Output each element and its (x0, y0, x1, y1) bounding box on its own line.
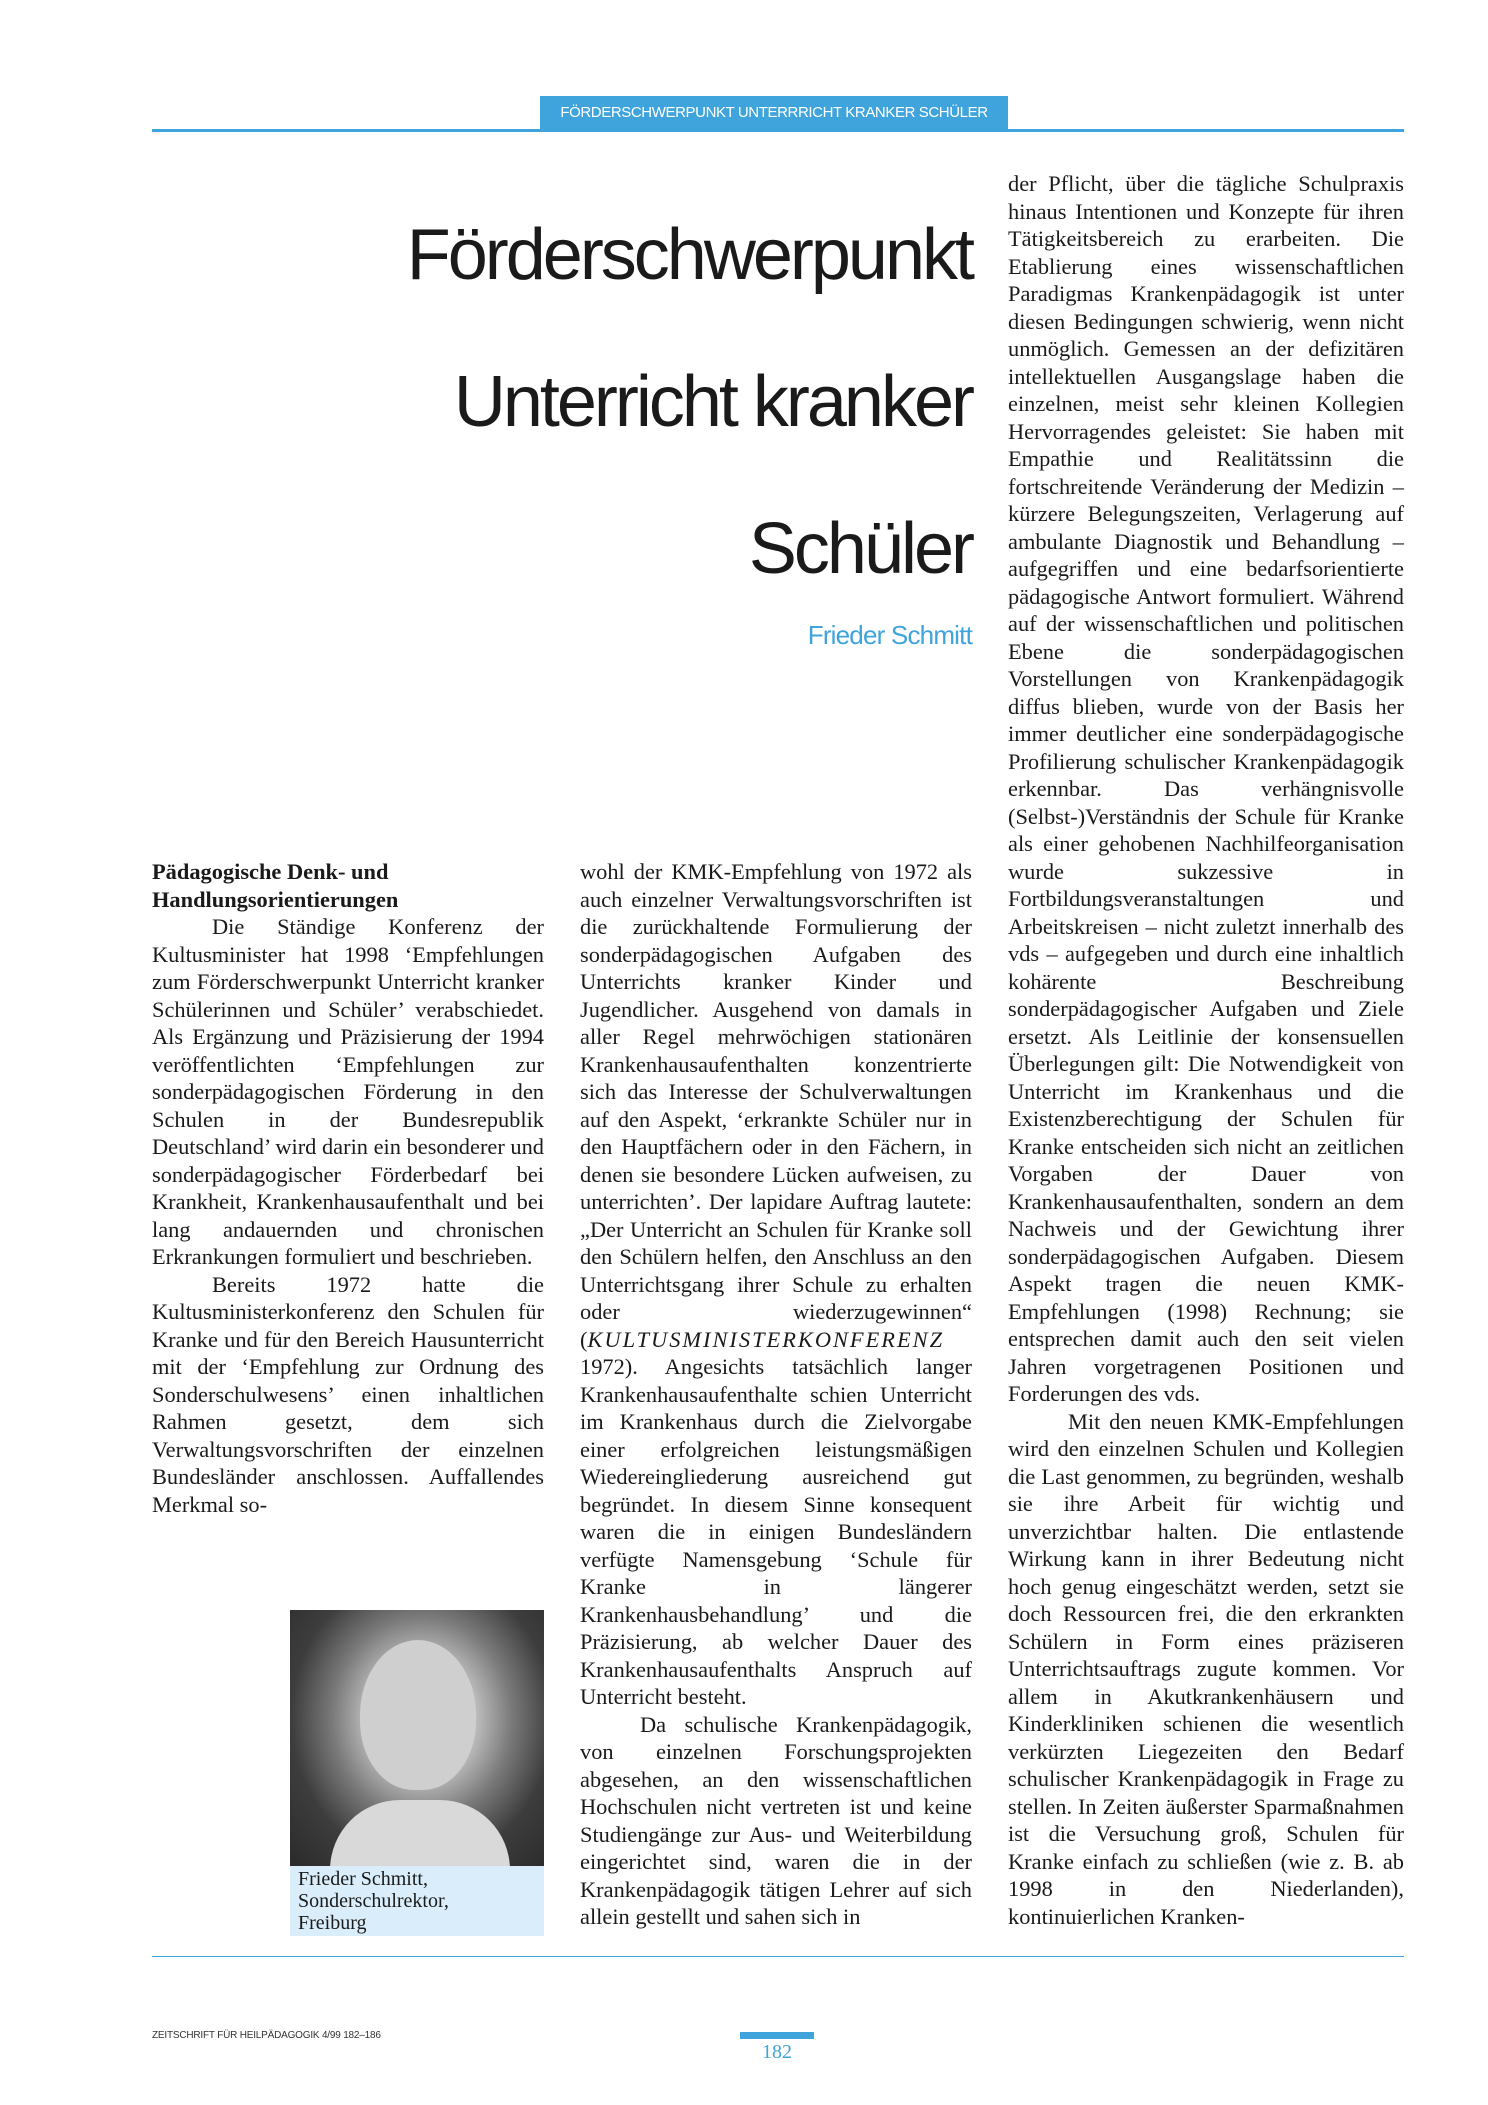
column-2 (580, 858, 972, 1931)
running-header: FÖRDERSCHWERPUNKT UNTERRRICHT KRANKER SCHÜLER (540, 96, 1008, 130)
column-3 (1008, 170, 1404, 1930)
title-line-3: Schüler (748, 509, 972, 589)
page-number: 182 (762, 2041, 792, 2063)
paragraph: Da schulische Krankenpädagogik, von einzelnen Forschungsprojekten abgesehen, an den wissenschaftlichen Hochschulen nicht vertreten ist und keine Studiengänge zur Aus- und Weiterbildung eingerichtet sind, waren die in der Krankenpädagogik tätigen Lehrer auf sich allein gestellt und sahen sich in (580, 1711, 972, 1929)
paragraph: Die Ständige Konferenz der Kultusminister hat 1998 ‘Empfehlungen zum Förderschwerpunkt Unterricht kranker Schülerinnen und Schüler’ verabschiedet. Als Ergänzung und Präzisierung der 1994 veröffentlichten ‘Empfehlungen zur sonderpädagogischen Förderung in den Schulen in der Bundesrepublik Deutschland’ wird darin ein besonderer und sonderpädagogischer Förderbedarf bei Krankheit, Krankenhausaufenthalt und bei lang andauernden und chronischen Erkrankungen formuliert und beschrieben. (152, 914, 544, 1269)
paragraph: Bereits 1972 hatte die Kultusministerkonferenz den Schulen für Kranke und für den Bereich Hausunterricht mit der ‘Empfehlung zur Ordnung des Sonderschulwesens’ einen inhaltlichen Rahmen gesetzt, dem sich Verwaltungsvorschriften der einzelnen Bundesländer anschlossen. Auffallendes Merkmal so- (152, 1271, 544, 1517)
paragraph (580, 858, 972, 1711)
photo-face (360, 1640, 476, 1790)
title-line-2: Unterricht kranker (453, 362, 972, 442)
caption-line: Frieder Schmitt, (298, 1868, 428, 1890)
header-rule (152, 129, 1404, 132)
paragraph-text: wohl der KMK-Empfehlung von 1972 als auch einzelner Verwaltungsvorschriften ist die zurückhaltende Formulierung der sonderpädagogischen Aufgaben des Unterrichts kranker Kinder und Jugendlicher. Ausgehend von damals in aller Regel mehrwöchigen stationären Krankenhausaufenthalten konzentrierte sich das Interesse der Schulverwaltungen auf den Aspekt, ‘erkrankte Schüler nur in den Hauptfächern oder in den Fächern, in denen sie besondere Lücken aufweisen, zu unterrichten’. Der lapidare Auftrag lautete: „Der Unterricht an Schulen für Kranke soll den Schülern helfen, den Anschluss an den Unterrichtsgang ihrer Schule zu erhalten oder wiederzugewinnen“ ( (580, 859, 972, 1352)
author-photo (290, 1610, 544, 1866)
paragraph: Mit den neuen KMK-Empfehlungen wird den einzelnen Schulen und Kollegien die Last genommen, zu begründen, weshalb sie ihre Arbeit für wichtig und unverzichtbar halten. Die entlastende Wirkung kann in ihrer Bedeutung nicht hoch genug eingeschätzt werden, setzt sie doch Ressourcen frei, die den erkrankten Schülern in Form eines präziseren Unterrichtsauftrags zugute kommen. Vor allem in Akutkrankenhäusern und Kinderkliniken schienen die wesentlich verkürzten Liegezeiten den Bedarf schulischer Krankenpädagogik in Frage zu stellen. In Zeiten äußerster Sparmaßnahmen ist die Versuchung groß, Schulen für Kranke einfach zu schließen (wie z. B. ab 1998 in den Niederlanden), kontinuierlichen Kranken- (1008, 1408, 1404, 1929)
paragraph: der Pflicht, über die tägliche Schulpraxis hinaus Intentionen und Konzepte für ihren Tätigkeitsbereich zu erarbeiten. Die Etablierung eines wissenschaftlichen Paradigmas Krankenpädagogik ist unter diesen Bedingungen schwierig, wenn nicht unmöglich. Gemessen an der defizitären intellektuellen Ausgangslage haben die einzelnen, meist sehr kleinen Kollegien Hervorragendes geleistet: Sie haben mit Empathie und Realitätssinn die fortschreitende Veränderung der Medizin – kürzere Belegungszeiten, Verlagerung auf ambulante Diagnostik und Behandlung – aufgegriffen und eine bedarfsorientierte pädagogische Antwort formuliert. Während auf der wissenschaftlichen und politischen Ebene die sonderpädagogischen Vorstellungen von Krankenpädagogik diffus blieben, wurde von der Basis her immer deutlicher eine sonderpädagogische Profilierung schulischer Krankenpädagogik erkennbar. Das verhängnisvolle (Selbst-)Verständnis der Schule für Kranke als einer gehobenen Nachhilfeorganisation wurde sukzessive in Fortbildungsveranstaltungen und Arbeitskreisen – nicht zuletzt innerhalb des vds – aufgegeben und durch eine inhaltlich kohärente Beschreibung sonderpädagogischer Aufgaben und Ziele ersetzt. Als Leitlinie der konsensuellen Überlegungen gilt: Die Notwendigkeit von Unterricht im Krankenhaus und die Existenzberechtigung der Schulen für Kranke entscheiden sich nicht an zeitlichen Vorgaben der Dauer von Krankenhausaufenthalten, sondern an dem Nachweis und der Gewichtung ihrer sonderpädagogischen Aufgaben. Diesem Aspekt tragen die neuen KMK-Empfehlungen (1998) Rechnung; sie entsprechen damit auch den seit vielen Jahren vorgetragenen Positionen und Forderungen des vds. (1008, 171, 1404, 1406)
page-number-bar (740, 2032, 814, 2039)
article-author: Frieder Schmitt (807, 620, 972, 650)
photo-shirt (330, 1800, 510, 1866)
footer-rule (152, 1956, 1404, 1957)
caption-line: Sonderschulrektor, (298, 1890, 449, 1912)
photo-caption (290, 1866, 544, 1936)
journal-citation: ZEITSCHRIFT FÜR HEILPÄDAGOGIK 4/99 182–186 (152, 2030, 381, 2041)
section-heading: Pädagogische Denk- und Handlungsorientierungen (152, 859, 399, 912)
citation: KULTUSMINISTERKONFERENZ (587, 1326, 945, 1352)
article-title (300, 182, 972, 623)
title-line-1: Förderschwerpunkt (406, 215, 972, 295)
caption-line: Freiburg (298, 1912, 367, 1934)
paragraph-text: 1972). Angesichts tatsächlich langer Krankenhausaufenthalte schien Unterricht im Krankenhaus durch die Zielvorgabe einer erfolgreichen leistungsmäßigen Wiedereingliederung ausreichend gut begründet. In diesem Sinne konsequent waren die in einigen Bundesländern verfügte Namensgebung ‘Schule für Kranke in längerer Krankenhausbehandlung’ und die Präzisierung, ab welcher Dauer des Krankenhausaufenthalts Anspruch auf Unterricht besteht. (580, 1354, 972, 1709)
column-1 (152, 858, 544, 1518)
